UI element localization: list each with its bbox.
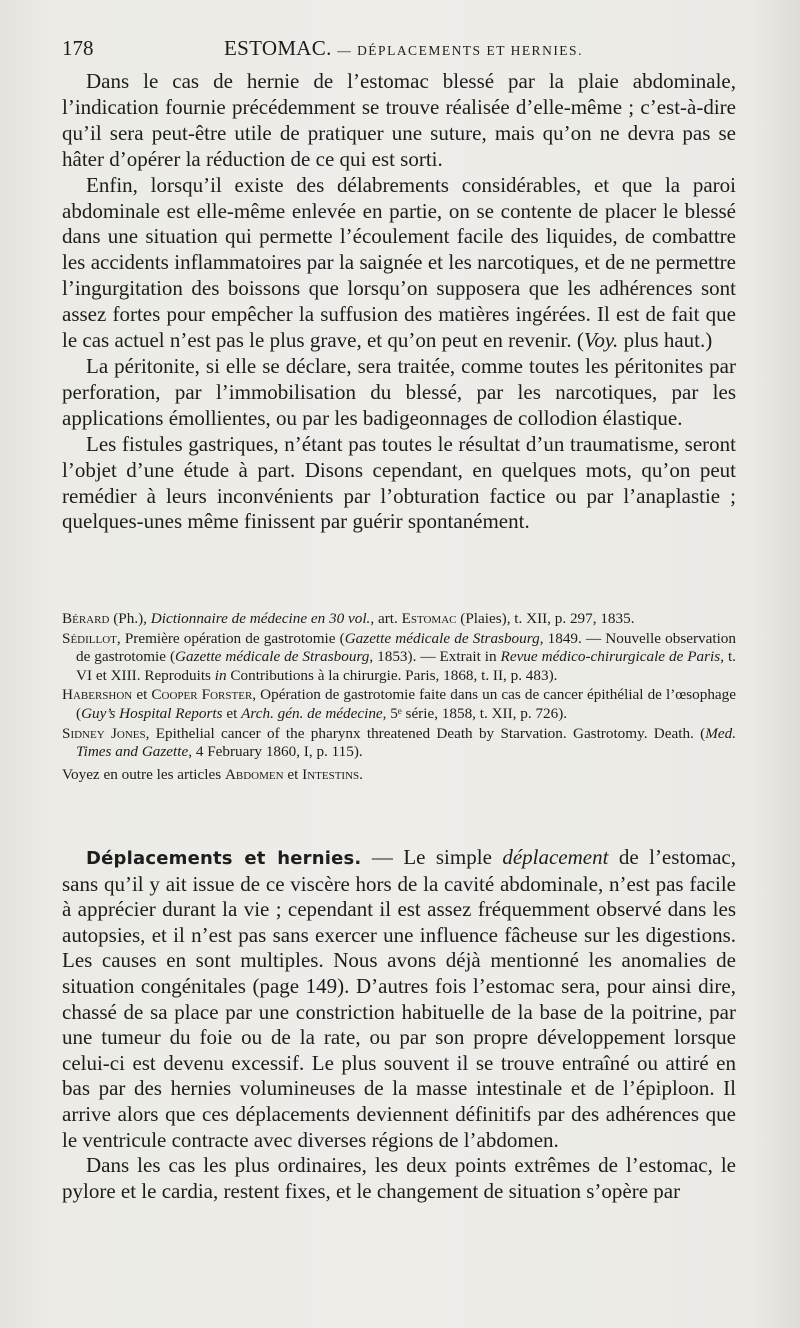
reference-entry [62, 686, 736, 723]
bibliography [62, 610, 736, 785]
ref-text: et [283, 765, 303, 783]
ref-text: . [359, 765, 363, 783]
ref-journal: Gazette médicale de Strasbourg [344, 629, 540, 647]
ref-journal: Gazette médicale de Strasbourg [175, 648, 370, 666]
ref-text: , art. [370, 610, 402, 627]
paragraph: Dans les cas les plus ordinaires, les deux points extrêmes de l’estomac, le pylore et le cardia, restent fixes, et le changement de situation s’opère par [62, 1153, 736, 1203]
ref-text: Contributions à la chirurgie. Paris, 1868, t. II, p. 483). [226, 666, 558, 684]
cross-ref: Abdomen [224, 765, 284, 783]
paragraph: Les fistules gastriques, n’étant pas toutes le résultat d’un traumatisme, seront l’objet d’une étude à part. Disons cependant, en quelques mots, qu’on peut remédier à leurs inconvénients par l’obturation factice ou par l’anaplastie ; quelques-unes même finissent par guérir spontanément. [62, 431, 736, 534]
ref-text: , Epithelial cancer of the pharynx threatened Death by Starvation. Gastrotomy. Death. ( [145, 724, 706, 742]
ref-author: Sédillot [62, 629, 117, 647]
ref-text: , 4 February 1860, I, p. 115). [188, 743, 363, 761]
ref-text: et [222, 704, 242, 722]
ref-text: et [132, 686, 152, 704]
ref-text: , t. VI et XIII. Reproduits [76, 648, 736, 684]
ref-text: Voyez en outre les articles [62, 765, 225, 783]
page-number: 178 [62, 36, 94, 60]
reference-entry [62, 610, 736, 629]
ref-journal: Guy’s Hospital Reports [81, 704, 223, 722]
ref-journal: Arch. gén. de médecine [241, 704, 383, 722]
running-title [224, 32, 583, 67]
main-text [62, 69, 736, 535]
ref-author: Sidney Jones [62, 724, 146, 742]
paragraph-tail: plus haut.) [618, 328, 713, 353]
cross-ref: Intestins [302, 765, 360, 783]
ref-text: , Première opération de gastrotomie ( [116, 629, 345, 647]
header-subtitle: — DÉPLACEMENTS ET HERNIES. [337, 43, 583, 58]
ref-title: Dictionnaire de médecine en 30 vol. [150, 610, 371, 627]
ref-text: , Opération de gastrotomie faite dans un cas de cancer épithélial de l’œsophage ( [76, 686, 737, 722]
ref-in: in [214, 666, 227, 684]
see-also [62, 766, 736, 785]
ref-text: (Ph.), [109, 610, 151, 627]
ref-text: (Plaies), t. XII, p. 297, 1835. [456, 610, 635, 627]
reference-entry [62, 725, 736, 762]
ref-text: , 5ᵉ série, 1858, t. XII, p. 726). [382, 704, 568, 722]
ref-article: Estomac [401, 610, 457, 627]
paragraph-text: de l’estomac, sans qu’il y ait issue de ce viscère hors de la cavité abdominale, n’est pas facile à apprécier durant la vie ; cependant il est assez fréquemment observé dans les autopsies, et il n’est pas sans exercer une influence fâcheuse sur les digestions. Les causes en sont multiples. Nous avons déjà mentionné les anomalies de situation congénitales (page 149). D’autres fois l’estomac sera, pour ainsi dire, chassé de sa place par une constriction habituelle de la base de la poitrine, par une tumeur du foie ou de la rate, ou par son propre développement lorsque celui-ci est devenu excessif. Le plus souvent il se trouve entraîné ou attiré en bas par des hernies volumineuses de la masse intestinale et de l’épiploon. Il arrive alors que ces déplacements deviennent définitifs par des adhérences que le ventricule contracte avec diverses régions de l’abdomen. [62, 845, 736, 1152]
section-text [62, 845, 736, 1204]
paragraph [62, 173, 736, 354]
ref-author: Cooper Forster [151, 686, 253, 704]
ref-author: Bérard [62, 610, 110, 627]
paragraph-text: Enfin, lorsqu’il existe des délabrements considérables, et que la paroi abdominale est elle-même enlevée en partie, on se contente de placer le blessé dans une situation qui permette l’écoulement facile des liquides, de combattre les accidents inflammatoires par la saignée et les narcotiques, et de ne permettre l’ingurgitation des boissons que lorsqu’on supposera que les adhérences sont assez fortes pour empêcher la suffusion des matières ingérées. Il est de fait que le cas actuel n’est pas le plus grave, et qu’on peut en revenir. ( [62, 172, 736, 353]
ref-text: , 1853). — Extrait in [369, 648, 501, 666]
paragraph: Dans le cas de hernie de l’estomac blessé par la plaie abdominale, l’indication fournie précédemment se trouve réalisée d’elle-même ; c’est-à-dire qu’il sera peut-être utile de pratiquer une suture, mais qu’on ne devra pas se hâter d’opérer la réduction de ce qui est sorti. [62, 69, 736, 171]
paragraph: La péritonite, si elle se déclare, sera traitée, comme toutes les péritonites par perforation, par l’immobilisation du blessé, par les narcotiques, par les applications émollientes, ou par les badigeonnages de collodion élastique. [62, 353, 736, 430]
running-header [62, 32, 738, 64]
ref-author: Habershon [62, 686, 133, 704]
ref-journal: Revue médico-chirurgicale de Paris [500, 648, 721, 666]
voy-abbrev: Voy. [583, 328, 619, 353]
header-title: ESTOMAC. [224, 36, 332, 60]
ref-journal: Med. Times and Gazette [76, 724, 737, 761]
paragraph [62, 845, 736, 1153]
section-heading: Déplacements et hernies. [86, 848, 362, 869]
reference-entry [62, 630, 736, 686]
ref-text: , 1849. — Nouvelle observation de gastrotomie ( [76, 629, 736, 666]
paragraph-text: — Le simple [361, 845, 503, 869]
term: déplacement [502, 845, 609, 869]
